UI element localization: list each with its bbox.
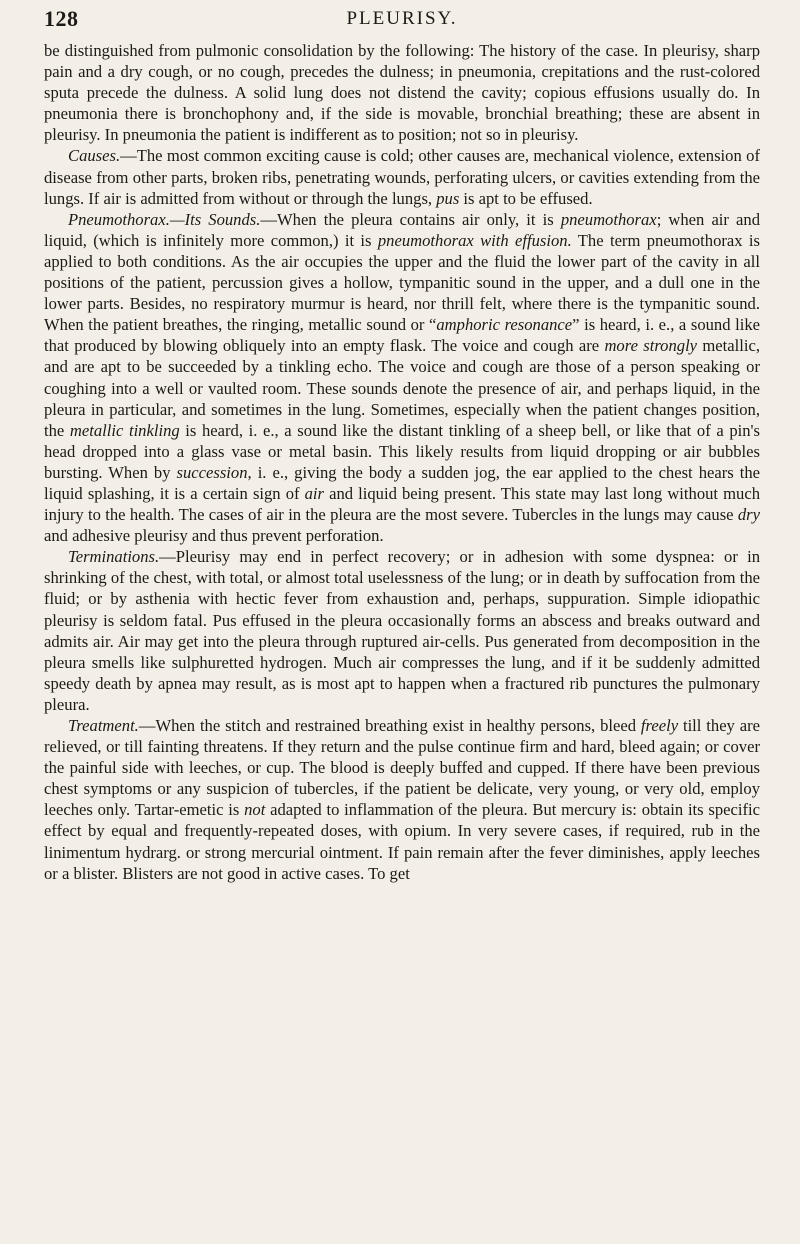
italic-text: pneumothorax bbox=[560, 209, 657, 229]
italic-text: not bbox=[244, 800, 266, 820]
paragraph bbox=[44, 145, 760, 208]
text-run: metallic, and are apt to be succeeded by a tinkling echo. The voice and cough are those of a person speaking or coughing into a well or vaulted room. These sounds denote the presence of air, and perhaps liquid, in the pleura in particular, and sometimes in the lung. Sometimes, especially when the patient changes position, the bbox=[44, 336, 760, 440]
italic-text: Terminations. bbox=[68, 547, 160, 567]
italic-text: amphoric resonance bbox=[436, 315, 573, 335]
text-run: —Pleurisy may end in perfect recovery; or in adhesion with some dyspnea: or in shrinking of the chest, with total, or almost total uselessness of the lung; or in death by suffocation from the fluid; or by asthenia with hectic fever from exhaustion and, perhaps, suppuration. Simple idiopathic pleurisy is seldom fatal. Pus effused in the pleura occasionally forms an abscess and breaks outward and admits air. Air may get into the pleura through ruptured air-cells. Pus generated from decomposition in the pleura smells like sulphuretted hydrogen. Much air compresses the lung, and if it be suddenly admitted speedy death by apnea may result, as is most apt to happen when a fractured rib punctures the pulmonary pleura. bbox=[44, 547, 760, 714]
italic-text: more strongly bbox=[604, 336, 698, 356]
text-run: —When the stitch and restrained breathing exist in healthy persons, bleed bbox=[138, 716, 641, 735]
text-run: and liquid being present. This state may last long without much injury to the health. The cases of air in the pleura are the most severe. Tubercles in the lungs may cause bbox=[44, 483, 760, 525]
text-run: is heard, i. e., a sound like the distant tinkling of a sheep bell, or like that of a pin's head dropped into a glass vase or metal basin. This likely results from liquid dropping or air bubbles bursting. When by bbox=[44, 420, 760, 482]
italic-text: Pneumothorax.—Its Sounds. bbox=[68, 209, 261, 229]
text-run: —The most common exciting cause is cold; other causes are, mechanical violence, extension of disease from other parts, broken ribs, penetrating wounds, perforating ulcers, or cavities extending from the lungs. If air is admitted from without or through the lungs, bbox=[44, 146, 760, 208]
paragraph bbox=[44, 209, 760, 547]
body-text bbox=[44, 40, 760, 884]
italic-text: air bbox=[304, 483, 324, 503]
italic-text: dry bbox=[737, 505, 760, 525]
running-head: PLEURISY. bbox=[346, 8, 458, 29]
italic-text: metallic tinkling bbox=[69, 420, 180, 440]
text-run: till they are relieved, or till fainting threatens. If they return and the pulse continue firm and hard, bleed again; or cover the painful side with leeches, or cup. The blood is deeply buffed and cupped. If there have been previous chest symptoms or any suspicion of tubercles, if the patient be delicate, very young, or very old, employ leeches only. Tartar-emetic is bbox=[44, 716, 760, 820]
italic-text: Causes. bbox=[68, 146, 121, 166]
text-run: , i. e., giving the body a sudden jog, the ear applied to the chest hears the liquid splashing, it is a certain sign of bbox=[44, 462, 760, 503]
paragraph bbox=[44, 715, 760, 884]
text-run: and adhesive pleurisy and thus prevent perforation. bbox=[44, 526, 384, 546]
text-run: ; when air and liquid, (which is infinitely more common,) it is bbox=[44, 209, 761, 250]
text-run: is apt to be effused. bbox=[459, 188, 593, 208]
page-number: 128 bbox=[44, 6, 79, 31]
italic-text: freely bbox=[640, 716, 679, 735]
paragraph bbox=[44, 40, 760, 145]
page-header bbox=[44, 4, 760, 40]
italic-text: pus bbox=[436, 188, 460, 208]
italic-text: Treatment. bbox=[68, 716, 139, 735]
text-run: The term pneumothorax is applied to both conditions. As the air occupies the upper and the fluid the lower part of the cavity in all positions of the patient, percussion gives a hollow, tympanitic sound in the upper, and a dull one in the lower parts. Besides, no respiratory murmur is heard, nor thrill felt, where there is the tympanitic sound. When the patient breathes, the ringing, metallic sound or “ bbox=[44, 230, 761, 335]
paragraph bbox=[44, 546, 760, 715]
text-run: ” is heard, i. e., a sound like that produced by blowing obliquely into an empty flask. The voice and cough are bbox=[44, 315, 760, 356]
text-run: be distinguished from pulmonic consolidation by the following: The history of the case. In pleurisy, sharp pain and a dry cough, or no cough, precedes the dulness; in pneumonia, crepitations and the rust-colored sputa precede the dulness. A solid lung does not distend the cavity; copious effusions usually do. In pneumonia there is bronchophony and, if the side is movable, bronchial breathing; these are absent in pleurisy. In pneumonia the patient is indifferent as to position; not so in pleurisy. bbox=[44, 41, 760, 145]
italic-text: succession bbox=[176, 462, 248, 482]
text-run: —When the pleura contains air only, it is bbox=[260, 209, 561, 229]
italic-text: pneumothorax with effusion. bbox=[377, 230, 572, 250]
text-run: adapted to inflammation of the pleura. But mercury is: obtain its specific effect by equal and frequently-repeated doses, with opium. In very severe cases, if required, rub in the linimentum hydrarg. or strong mercurial ointment. If pain remain after the fever diminishes, apply leeches or a blister. Blisters are not good in active cases. To get bbox=[44, 800, 761, 883]
